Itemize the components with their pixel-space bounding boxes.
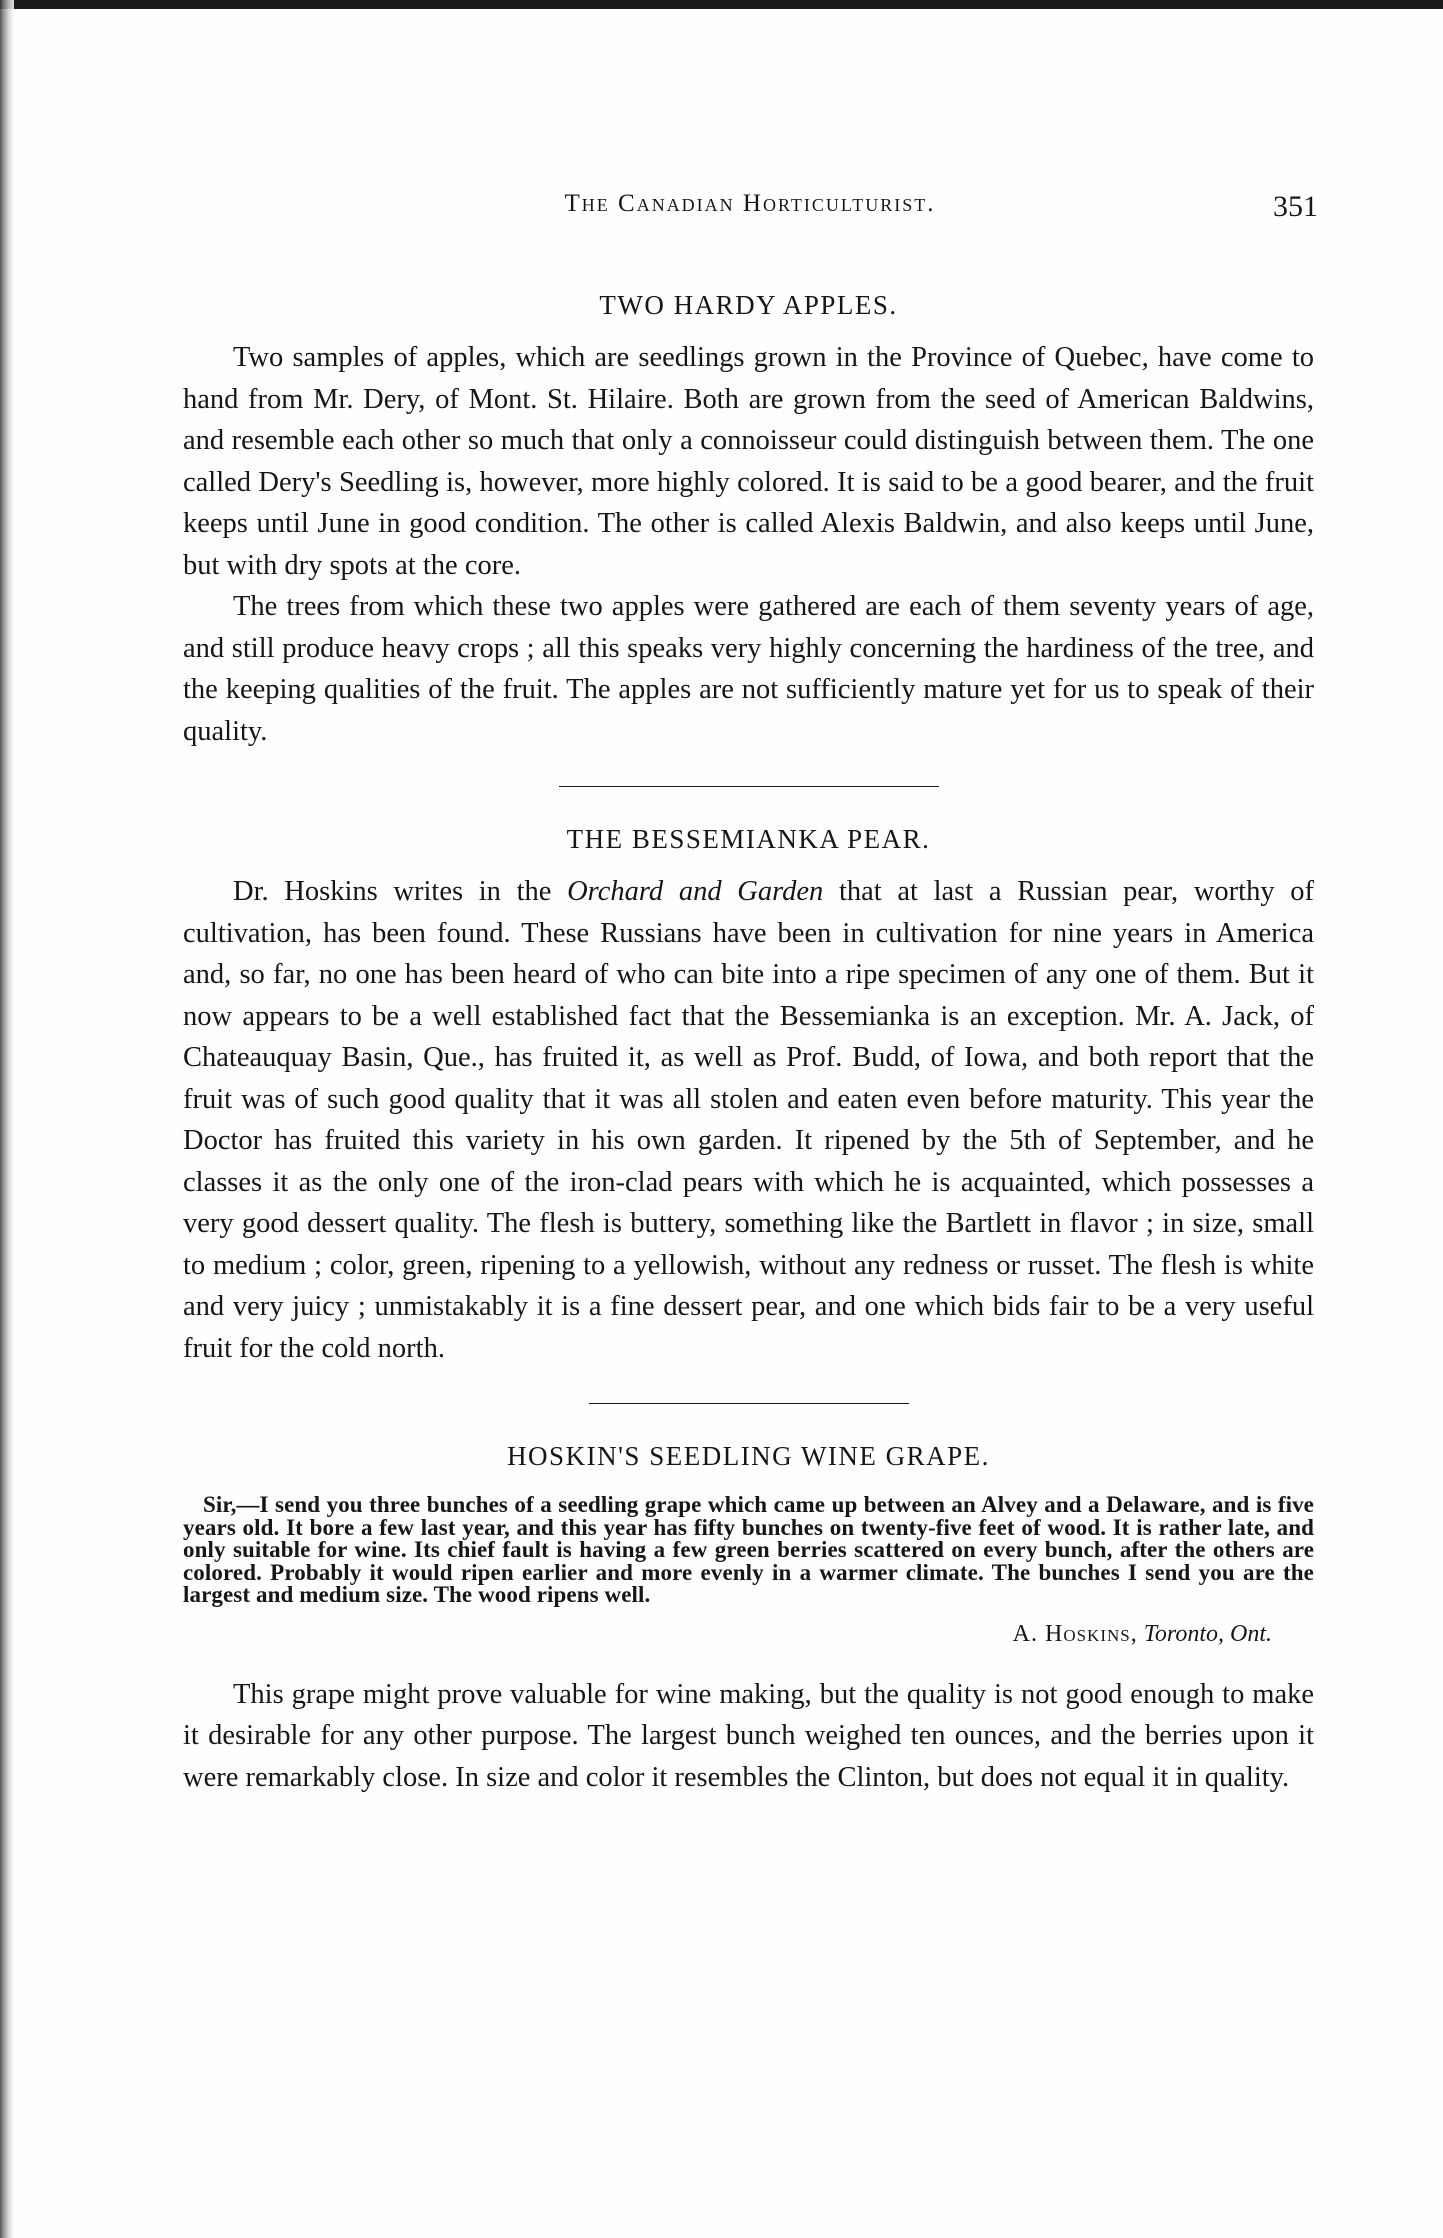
section-divider — [559, 786, 939, 787]
signature-name: A. Hoskins, — [1012, 1620, 1138, 1647]
page-number: 351 — [1273, 190, 1318, 223]
section-divider — [589, 1403, 909, 1404]
page-top-edge — [0, 0, 1443, 9]
article-intro: Dr. Hoskins writes in the — [233, 876, 552, 907]
article-bessemianka-pear — [183, 824, 1314, 1369]
running-title: The Canadian Horticulturist. — [564, 190, 936, 217]
article-hoskins-seedling-wine-grape — [183, 1441, 1314, 1798]
text-column — [183, 290, 1314, 1798]
signature-place: Toronto, Ont. — [1143, 1620, 1272, 1647]
publication-title: Orchard and Garden — [567, 876, 824, 907]
reader-letter — [183, 1494, 1314, 1607]
article-title: TWO HARDY APPLES. — [599, 290, 898, 320]
article-title: HOSKIN'S SEEDLING WINE GRAPE. — [507, 1441, 990, 1471]
page-binding-edge — [0, 0, 14, 2238]
article-paragraph: Two samples of apples, which are seedlings grown in the Province of Quebec, have come to hand from Mr. Dery, of Mont. St. Hilaire. Both are grown from the seed of American Baldwins, and resemble each other so much that only a connoisseur could distinguish between them. The one called Dery's Seedling is, however, more highly colored. It is said to be a good bearer, and the fruit keeps until June in good condition. The other is called Alexis Baldwin, and also keeps until June, but with dry spots at the core. — [183, 342, 1314, 581]
article-title: THE BESSEMIANKA PEAR. — [566, 824, 931, 854]
article-two-hardy-apples — [183, 290, 1314, 752]
article-paragraph: The trees from which these two apples were gathered are each of them seventy years of age, and still produce heavy crops ; all this speaks very highly concerning the hardiness of the tree, and the keeping qualities of the fruit. The apples are not sufficiently mature yet for us to speak of their quality. — [183, 591, 1314, 747]
editor-comment: This grape might prove valuable for wine making, but the quality is not good enough to make it desirable for any other purpose. The largest bunch weighed ten ounces, and the berries upon it were remarkably close. In size and color it resembles the Clinton, but does not equal it in quality. — [183, 1678, 1314, 1793]
running-header — [180, 188, 1320, 228]
letter-signature — [183, 1621, 1314, 1648]
letter-text: Sir,—I send you three bunches of a seedling grape which came up between an Alvey and a Delaware, and is five years old. It bore a few last year, and this year has fifty bunches on twenty-five feet of wood. It is rather late, and only suitable for wine. Its chief fault is having a few green berries scattered on every bunch, after the others are colored. Probably it would ripen earlier and more evenly in a warmer climate. The bunches I send you are the largest and medium size. The wood ripens well. — [183, 1492, 1314, 1607]
article-body: that at last a Russian pear, worthy of cultivation, has been found. These Russians have been in cultivation for nine years in America and, so far, no one has been heard of who can bite into a ripe specimen of any one of them. But it now appears to be a well established fact that the Bessemianka is an exception. Mr. A. Jack, of Chateauquay Basin, Que., has fruited it, as well as Prof. Budd, of Iowa, and both report that the fruit was of such good quality that it was all stolen and eaten even before maturity. This year the Doctor has fruited this variety in his own garden. It ripened by the 5th of September, and he classes it as the only one of the iron-clad pears with which he is acquainted, which possesses a very good dessert quality. The flesh is buttery, something like the Bartlett in flavor ; in size, small to medium ; color, green, ripening to a yellowish, without any redness or russet. The flesh is white and very juicy ; unmistakably it is a fine dessert pear, and one which bids fair to be a very useful fruit for the cold north. — [183, 876, 1314, 1364]
article-paragraph — [183, 871, 1314, 1369]
